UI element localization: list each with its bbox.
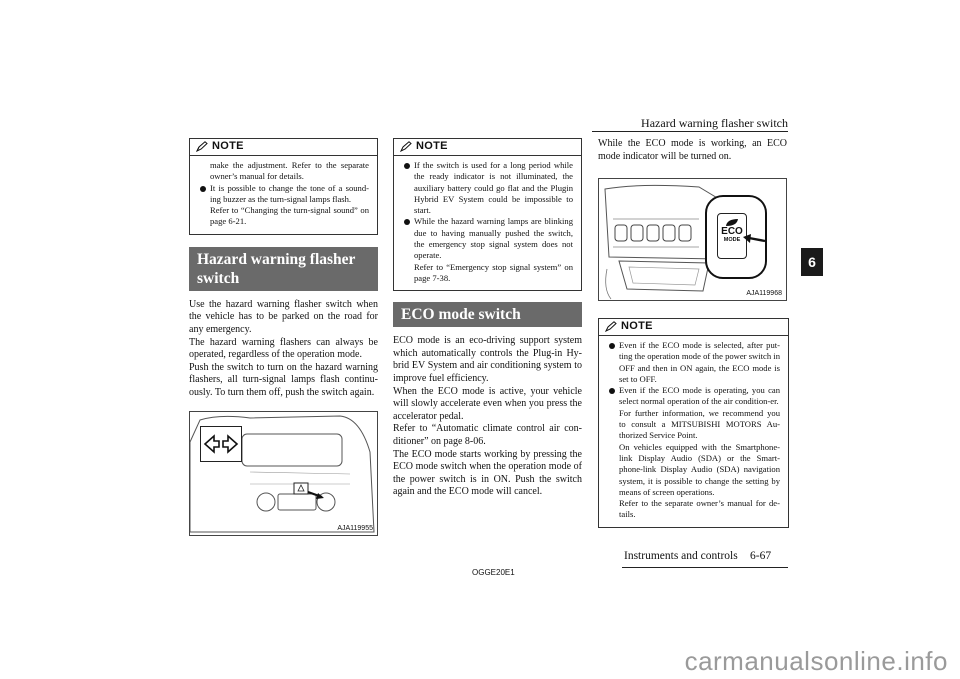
note-label: NOTE — [416, 140, 448, 152]
document-code: OGGE20E1 — [472, 568, 515, 577]
note-box — [393, 138, 582, 291]
paragraph: Refer to “Automatic climate control air con-ditioner” on page 8-06. — [393, 423, 582, 448]
note-bullet — [198, 183, 369, 228]
paragraph: Use the hazard warning flasher switch when the vehicle has to be parked on the road for any emergency. — [189, 298, 378, 335]
bullet-icon — [200, 186, 206, 192]
note-bullet — [607, 340, 780, 385]
mode-label: MODE — [723, 237, 741, 243]
note-reference: Refer to “Changing the turn-signal sound” on page 6-21. — [210, 205, 369, 227]
bullet-icon — [404, 163, 410, 169]
note-header — [394, 139, 581, 156]
note-label: NOTE — [212, 140, 244, 152]
watermark: carmanualsonline.info — [684, 646, 948, 676]
note-reference: Refer to “Emergency stop signal system” on page 7-38. — [414, 261, 573, 283]
hazard-body — [189, 299, 378, 400]
page-number: 6-67 — [750, 550, 772, 562]
eco-label: ECO — [721, 226, 743, 237]
paragraph: The ECO mode starts working by pressing the ECO mode switch when the operation mode of the power switch is in ON. Push the switch again and the ECO mode will cancel. — [393, 448, 582, 498]
header-rule — [592, 131, 788, 132]
note-text: Refer to the separate owner’s manual for de-tails. — [619, 498, 780, 520]
note-bullet-text: While the hazard warning lamps are blinking due to having manually pushed the switch, the emergency stop signal system does not operate. — [414, 216, 573, 261]
pen-icon — [400, 141, 412, 152]
hazard-switch-figure — [189, 411, 378, 536]
figure-code: AJA119955 — [337, 525, 373, 532]
eco-body — [393, 335, 582, 499]
pen-icon — [196, 141, 208, 152]
section-title-eco: ECO mode switch — [393, 302, 582, 327]
eco-switch-figure — [598, 178, 787, 301]
chapter-tab: 6 — [801, 248, 823, 276]
figure-code: AJA119968 — [746, 290, 782, 297]
column-3 — [598, 138, 787, 520]
note-label: NOTE — [621, 320, 653, 332]
section-title-hazard: Hazard warning flasher switch — [189, 247, 378, 291]
note-bullet-text: If the switch is used for a long period while the ready indicator is not illuminated, the auxiliary battery could go flat and the Plugin Hybrid EV System could be impossible to start. — [414, 160, 573, 216]
note-box — [189, 138, 378, 235]
paragraph: Push the switch to turn on the hazard warning flashers, all turn-signal lamps flash continu-ously. To turn them off, push the switch again. — [189, 361, 378, 398]
note-bullet — [402, 160, 573, 216]
note-text: On vehicles equipped with the Smartphone-link Display Audio (SDA) or the Smart-phone-link Display Audio (SDA) navigation system, it is possible to change the setting by means of screen operations. — [619, 441, 780, 497]
note-box — [598, 318, 789, 528]
pen-icon — [605, 321, 617, 332]
bullet-icon — [609, 343, 615, 349]
footer-rule — [622, 567, 788, 568]
footer-section: Instruments and controls — [624, 550, 738, 562]
eco-intro: While the ECO mode is working, an ECO mode indicator will be turned on. — [598, 138, 787, 162]
note-text: For further information, we recommend you to consult a MITSUBISHI MOTORS Au-thorized Service Point. — [619, 407, 780, 441]
hazard-callout-box — [200, 426, 242, 462]
paragraph: When the ECO mode is active, your vehicle will slowly accelerate even when you press the accelerator pedal. — [393, 385, 582, 422]
eco-callout — [705, 195, 767, 279]
column-1 — [189, 138, 378, 532]
bullet-icon — [609, 388, 615, 394]
bullet-icon — [404, 219, 410, 225]
note-bullet-text: Even if the ECO mode is operating, you can select normal operation of the air condition-er. — [619, 385, 780, 407]
note-header — [190, 139, 377, 156]
column-2 — [393, 138, 582, 499]
note-text: make the adjustment. Refer to the separate owner’s manual for details. — [210, 160, 369, 182]
note-bullet — [607, 385, 780, 521]
paragraph: The hazard warning flashers can always be operated, regardless of the operation mode. — [189, 336, 378, 361]
note-header — [599, 319, 788, 336]
press-arrow-icon — [741, 233, 767, 247]
note-bullet-text: It is possible to change the tone of a sound-ing buzzer as the turn-signal lamps flash. — [210, 182, 369, 204]
paragraph: ECO mode is an eco-driving support system which automatically controls the Plug-in Hy-brid EV System and air conditioning system to improve fuel efficiency. — [393, 335, 582, 385]
note-bullet — [402, 216, 573, 284]
running-header: Hazard warning flasher switch — [641, 116, 788, 130]
hazard-arrows-icon — [201, 427, 241, 461]
note-bullet-text: Even if the ECO mode is selected, after put-ting the operation mode of the power switch in OFF and then in ON again, the ECO mode is set to OFF. — [619, 340, 780, 384]
